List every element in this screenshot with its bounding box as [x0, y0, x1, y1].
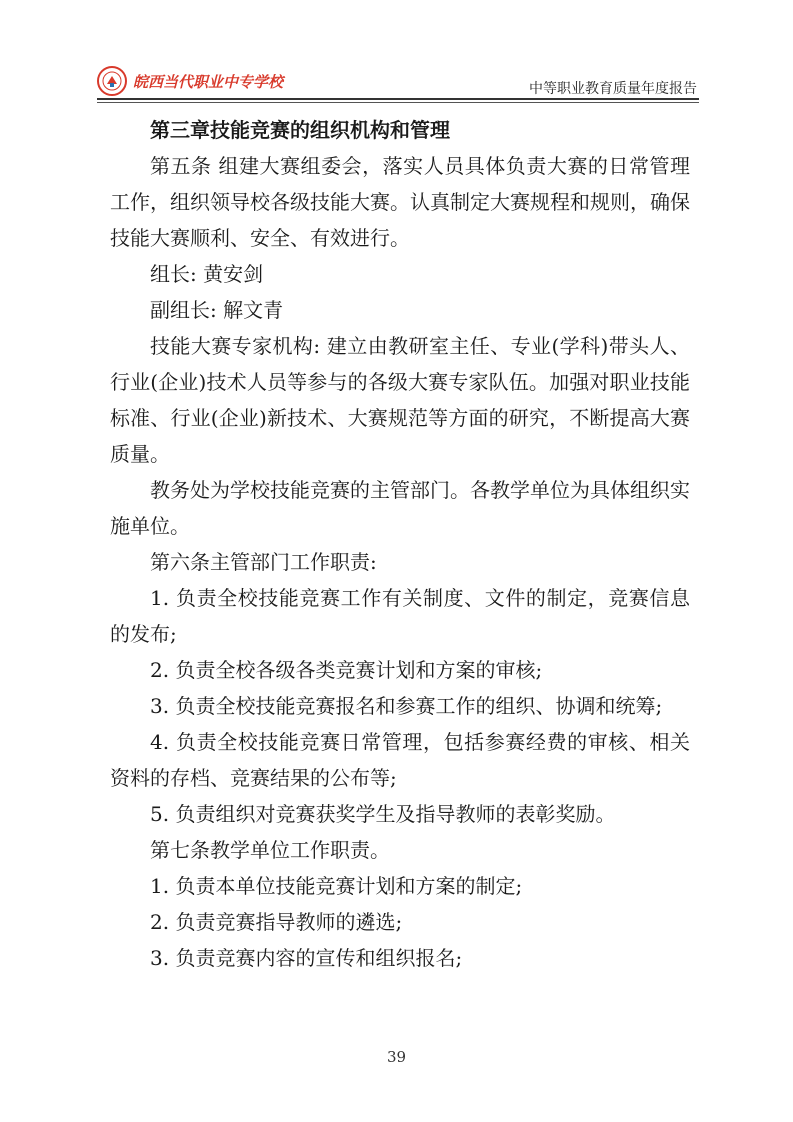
- list-item: 1. 负责全校技能竞赛工作有关制度、文件的制定，竞赛信息的发布;: [110, 586, 690, 646]
- paragraph-article-6: 第六条主管部门工作职责:: [150, 550, 377, 574]
- list-item: 2. 负责全校各级各类竞赛计划和方案的审核;: [150, 658, 543, 682]
- school-name: 皖西当代职业中专学校: [133, 72, 284, 91]
- chapter-heading: 第三章技能竞赛的组织机构和管理: [150, 118, 450, 142]
- paragraph-expert-body: 技能大赛专家机构: 建立由教研室主任、专业(学科)带头人、行业(企业)技术人员等参与的各级大赛专家队伍。加强对职业技能标准、行业(企业)新技术、大赛规范等方面的研究，不断提高大赛质量。: [110, 334, 690, 466]
- report-title: 中等职业教育质量年度报告: [529, 81, 697, 97]
- header-rule-thin: [97, 102, 699, 103]
- page-number: 39: [386, 1048, 407, 1066]
- list-item: 1. 负责本单位技能竞赛计划和方案的制定;: [150, 874, 523, 898]
- list-item: 3. 负责全校技能竞赛报名和参赛工作的组织、协调和统筹;: [150, 694, 663, 718]
- paragraph-deputy-leader: 副组长: 解文青: [150, 298, 284, 322]
- paragraph-article-5: 第五条 组建大赛组委会，落实人员具体负责大赛的日常管理工作，组织领导校各级技能大赛。认真制定大赛规程和规则，确保技能大赛顺利、安全、有效进行。: [110, 154, 690, 250]
- list-item: 3. 负责竞赛内容的宣传和组织报名;: [150, 946, 463, 970]
- header-rule-thick: [97, 98, 699, 100]
- list-item: 5. 负责组织对竞赛获奖学生及指导教师的表彰奖励。: [150, 802, 616, 826]
- school-logo: [97, 66, 283, 96]
- page-header: [97, 58, 699, 104]
- page-content: [110, 112, 690, 976]
- paragraph-academic-affairs: 教务处为学校技能竞赛的主管部门。各教学单位为具体组织实施单位。: [110, 478, 690, 538]
- school-emblem-icon: [97, 66, 127, 96]
- list-item: 4. 负责全校技能竞赛日常管理，包括参赛经费的审核、相关资料的存档、竞赛结果的公布等;: [110, 730, 690, 790]
- list-item: 2. 负责竞赛指导教师的遴选;: [150, 910, 403, 934]
- paragraph-leader: 组长: 黄安剑: [150, 262, 264, 286]
- paragraph-article-7: 第七条教学单位工作职责。: [150, 838, 390, 862]
